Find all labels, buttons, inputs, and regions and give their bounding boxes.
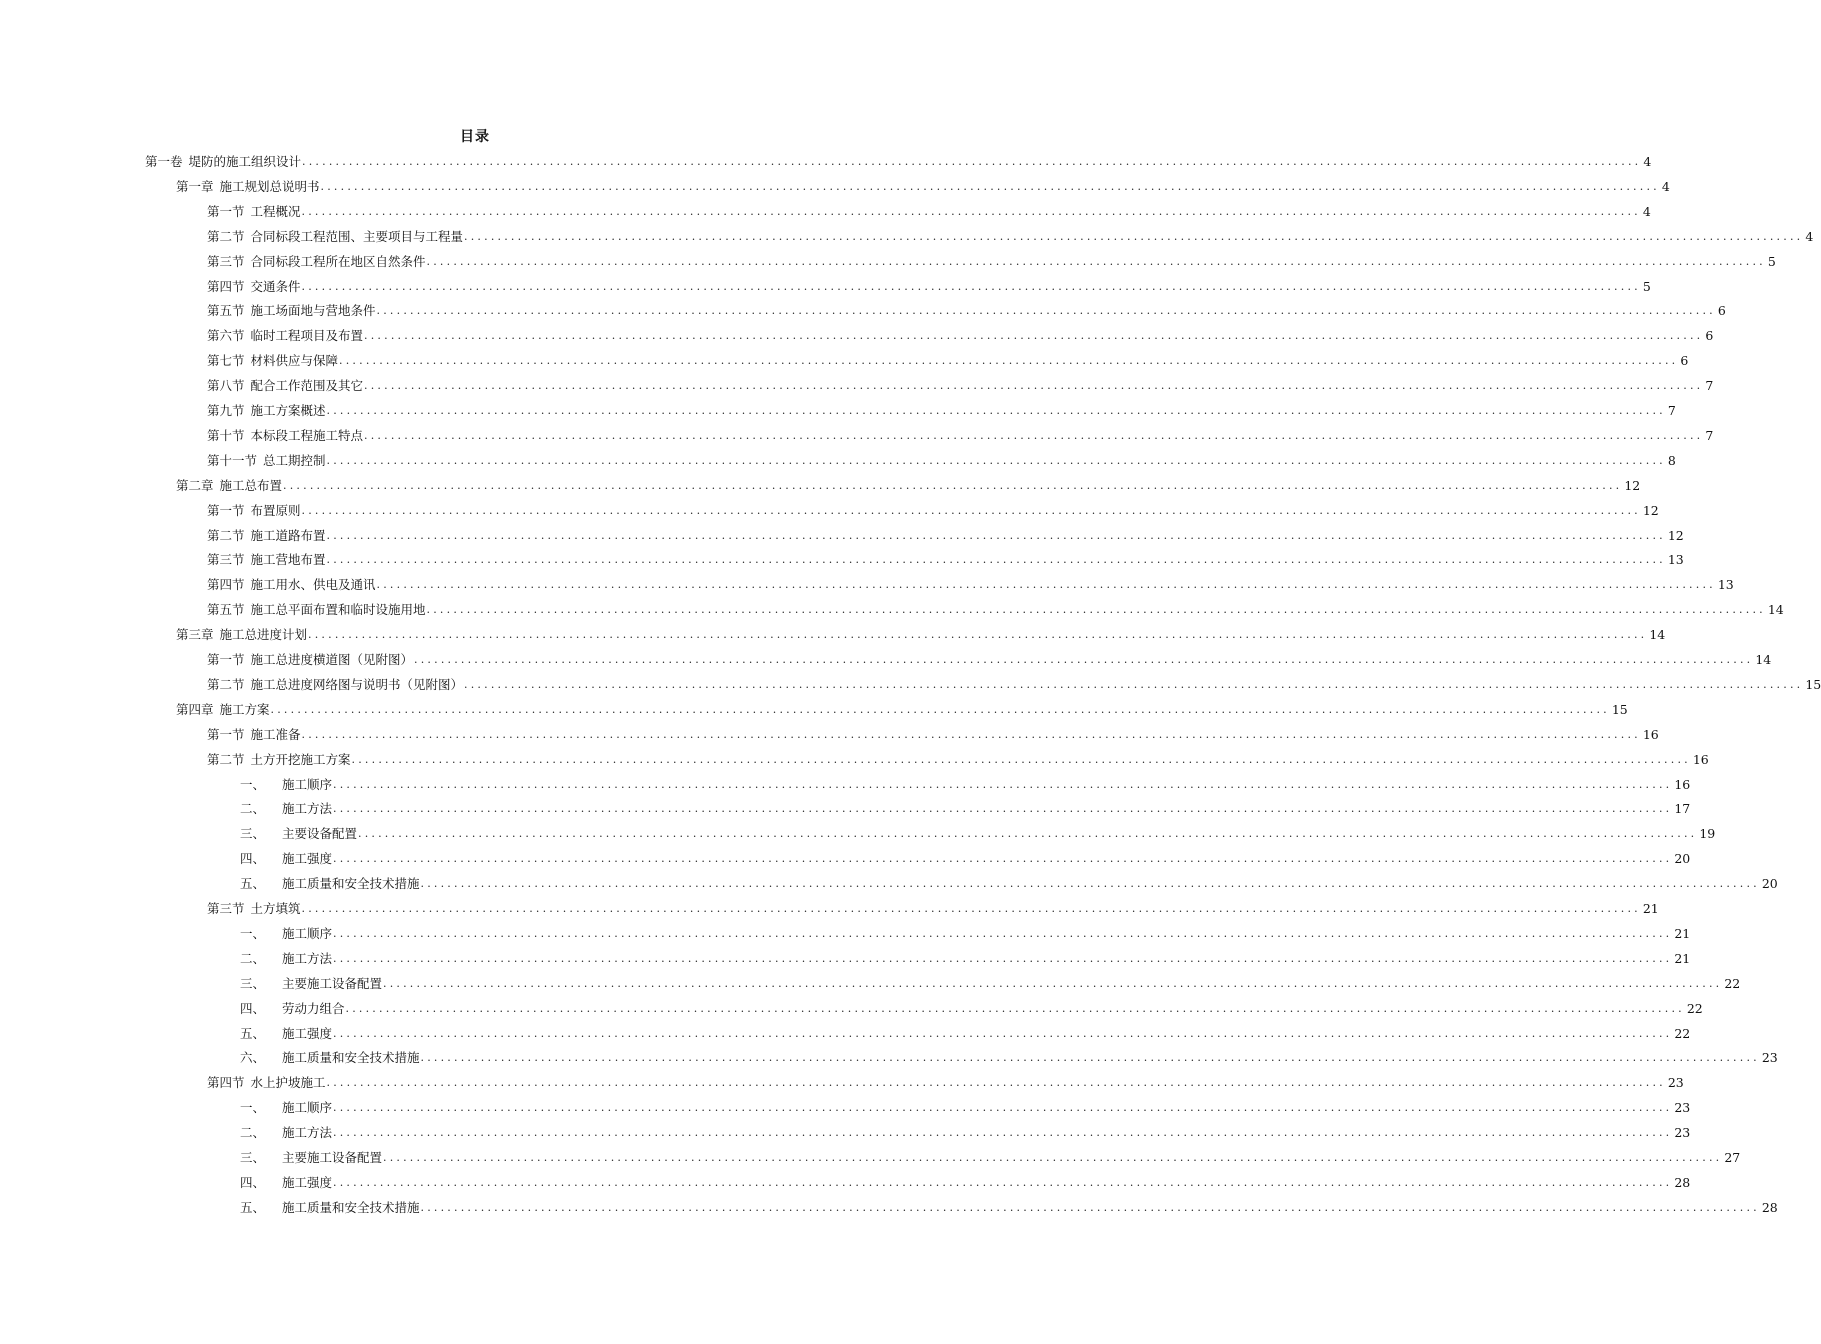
toc-entry-text: 施工总进度计划: [219, 627, 308, 643]
toc-entry-page: 28: [1761, 1199, 1778, 1215]
toc-dot-leader: ........................................................................................................................................................................................................: [464, 677, 1804, 691]
toc-entry-page: 23: [1674, 1125, 1691, 1141]
toc-dot-leader: ........................................................................................................................................................................................................: [333, 777, 1673, 791]
toc-entry-number: 第一节: [207, 203, 245, 219]
toc-entry-page: 6: [1717, 303, 1726, 319]
toc-entry-number: 第一节: [207, 726, 245, 742]
toc-entry[interactable]: [207, 575, 1734, 595]
toc-entry-page: 17: [1674, 801, 1691, 817]
toc-entry-title: [207, 401, 326, 421]
toc-entry-title: [240, 974, 382, 994]
toc-entry[interactable]: [207, 277, 1651, 297]
toc-entry-title: [207, 277, 301, 297]
toc-dot-leader: ........................................................................................................................................................................................................: [364, 379, 1704, 393]
toc-entry-title: [207, 750, 351, 770]
toc-entry[interactable]: [145, 152, 1652, 172]
toc-dot-leader: ........................................................................................................................................................................................................: [383, 1151, 1723, 1164]
toc-entry-text: 施工方法: [282, 801, 333, 817]
toc-entry-page: 6: [1705, 328, 1714, 344]
toc-entry-page: 12: [1624, 477, 1641, 493]
toc-entry-number: 第一章: [176, 178, 214, 194]
toc-entry-number: 第二节: [207, 527, 245, 543]
toc-entry[interactable]: [240, 949, 1691, 969]
toc-entry[interactable]: [207, 899, 1659, 919]
toc-entry-number: 一、: [240, 776, 266, 792]
toc-entry-title: [176, 700, 270, 720]
toc-dot-leader: ........................................................................................................................................................................................................: [270, 702, 1610, 716]
toc-dot-leader: ........................................................................................................................................................................................................: [376, 578, 1716, 592]
toc-entry[interactable]: [207, 426, 1714, 446]
toc-dot-leader: ........................................................................................................................................................................................................: [364, 428, 1704, 442]
toc-entry-page: 15: [1611, 701, 1628, 717]
toc-entry-number: 第三节: [207, 901, 245, 916]
toc-dot-leader: ........................................................................................................................................................................................................: [301, 279, 1641, 293]
toc-entry-number: 第六节: [207, 328, 245, 344]
toc-entry-text: 临时工程项目及布置: [250, 328, 364, 344]
toc-entry-text: 材料供应与保障: [250, 353, 339, 369]
toc-entry[interactable]: [240, 775, 1691, 795]
toc-entry-number: 三、: [240, 1150, 266, 1165]
toc-entry-number: 四、: [240, 851, 266, 867]
toc-entry[interactable]: [240, 1198, 1778, 1218]
toc-entry[interactable]: [207, 227, 1814, 247]
toc-entry[interactable]: [207, 401, 1676, 421]
toc-entry-number: 六、: [240, 1050, 266, 1066]
toc-entry-title: [207, 351, 338, 371]
toc-entry-title: [207, 725, 301, 745]
toc-dot-leader: ........................................................................................................................................................................................................: [420, 1051, 1760, 1065]
toc-entry-number: 五、: [240, 1199, 266, 1215]
toc-entry-title: [240, 1148, 382, 1168]
toc-dot-leader: ........................................................................................................................................................................................................: [414, 653, 1754, 666]
toc-dot-leader: ........................................................................................................................................................................................................: [301, 503, 1641, 517]
toc-entry[interactable]: [240, 1024, 1691, 1044]
toc-dot-leader: ........................................................................................................................................................................................................: [283, 478, 1623, 492]
toc-entry-text: 水上护坡施工: [250, 1075, 326, 1091]
toc-entry[interactable]: [207, 1073, 1684, 1093]
toc-entry[interactable]: [207, 202, 1651, 222]
toc-entry-text: 施工顺序: [282, 925, 333, 941]
toc-dot-leader: ........................................................................................................................................................................................................: [426, 603, 1766, 617]
toc-dot-leader: ........................................................................................................................................................................................................: [333, 1126, 1673, 1140]
toc-entry-number: 第四节: [207, 577, 245, 593]
toc-entry-number: 一、: [240, 1100, 266, 1116]
toc-dot-leader: ........................................................................................................................................................................................................: [308, 628, 1648, 642]
toc-dot-leader: ........................................................................................................................................................................................................: [326, 453, 1666, 467]
toc-entry-text: 本标段工程施工特点: [250, 427, 364, 443]
toc-entry-page: 21: [1642, 901, 1659, 916]
toc-entry-page: 28: [1674, 1174, 1691, 1190]
toc-entry-number: 三、: [240, 826, 266, 842]
toc-entry-text: 施工强度: [282, 1025, 333, 1041]
toc-entry-text: 劳动力组合: [282, 1000, 345, 1016]
toc-entry-page: 8: [1667, 452, 1676, 468]
toc-entry[interactable]: [240, 1048, 1778, 1068]
toc-entry-title: [145, 152, 301, 172]
toc-dot-leader: ........................................................................................................................................................................................................: [345, 1001, 1685, 1015]
toc-entry[interactable]: [207, 675, 1821, 695]
toc-entry-page: 23: [1761, 1050, 1778, 1066]
toc-dot-leader: ........................................................................................................................................................................................................: [333, 1026, 1673, 1040]
toc-entry-number: 三、: [240, 975, 266, 991]
toc-entry-page: 5: [1767, 253, 1776, 269]
toc-dot-leader: ........................................................................................................................................................................................................: [333, 1101, 1673, 1115]
toc-entry-text: 施工顺序: [282, 1100, 333, 1116]
toc-entry-number: 第一节: [207, 502, 245, 518]
toc-entry-title: [240, 874, 420, 894]
toc-entry[interactable]: [207, 301, 1726, 321]
toc-entry[interactable]: [207, 351, 1689, 371]
toc-entry-text: 合同标段工程范围、主要项目与工程量: [250, 228, 464, 244]
toc-entry[interactable]: [207, 650, 1772, 670]
toc-entry-text: 施工质量和安全技术措施: [282, 1199, 420, 1215]
toc-entry-page: 22: [1686, 1000, 1703, 1016]
toc-dot-leader: ........................................................................................................................................................................................................: [420, 877, 1760, 891]
toc-entry-page: 4: [1805, 228, 1814, 244]
toc-entry-page: 23: [1674, 1100, 1691, 1116]
toc-dot-leader: ........................................................................................................................................................................................................: [333, 852, 1673, 866]
toc-entry-text: 施工质量和安全技术措施: [282, 1050, 420, 1066]
toc-entry-number: 第一卷: [145, 154, 183, 169]
toc-entry-page: 15: [1805, 676, 1821, 692]
toc-entry-text: 施工总平面布置和临时设施用地: [250, 602, 426, 618]
toc-entry-text: 主要设备配置: [282, 826, 358, 842]
toc-entry-page: 23: [1667, 1075, 1684, 1091]
toc-entry-text: 施工强度: [282, 1174, 333, 1190]
toc-dot-leader: ........................................................................................................................................................................................................: [326, 553, 1666, 567]
toc-entry[interactable]: [240, 974, 1741, 994]
toc-entry-title: [207, 550, 326, 570]
toc-dot-leader: ........................................................................................................................................................................................................: [333, 926, 1673, 940]
toc-entry-number: 五、: [240, 1025, 266, 1041]
toc-entry-page: 12: [1667, 527, 1684, 543]
toc-dot-leader: ........................................................................................................................................................................................................: [326, 1076, 1666, 1090]
toc-entry-text: 施工方法: [282, 1125, 333, 1141]
toc-entry-text: 施工质量和安全技术措施: [282, 876, 420, 892]
toc-entry-page: 14: [1767, 602, 1784, 618]
toc-entry-title: [207, 301, 376, 321]
toc-entry-number: 第十节: [207, 427, 245, 443]
toc-entry-number: 四、: [240, 1174, 266, 1190]
toc-entry-text: 施工道路布置: [250, 527, 326, 543]
toc-entry-title: [207, 376, 363, 396]
toc-entry-title: [240, 949, 332, 969]
toc-entry-title: [207, 600, 426, 620]
toc-entry-page: 5: [1642, 278, 1651, 294]
toc-entry-page: 4: [1642, 203, 1651, 219]
toc-entry[interactable]: [207, 326, 1714, 346]
toc-dot-leader: ........................................................................................................................................................................................................: [383, 976, 1723, 990]
toc-entry-number: 第二节: [207, 676, 245, 692]
toc-entry-page: 4: [1643, 154, 1652, 169]
toc-entry-number: 第二节: [207, 228, 245, 244]
toc-entry-number: 二、: [240, 1125, 266, 1141]
toc-entry[interactable]: [240, 874, 1778, 894]
toc-dot-leader: ........................................................................................................................................................................................................: [301, 902, 1641, 915]
toc-entry-title: [207, 202, 301, 222]
toc-dot-leader: ........................................................................................................................................................................................................: [333, 951, 1673, 965]
toc-entry[interactable]: [207, 376, 1714, 396]
toc-entry-number: 第四节: [207, 1075, 245, 1091]
toc-entry-title: [240, 1098, 332, 1118]
toc-entry-number: 第五节: [207, 602, 245, 618]
toc-dot-leader: ........................................................................................................................................................................................................: [320, 179, 1660, 193]
toc-entry-number: 第二节: [207, 751, 245, 767]
toc-entry-page: 27: [1724, 1150, 1741, 1165]
toc-dot-leader: ........................................................................................................................................................................................................: [358, 827, 1698, 841]
toc-entry-page: 4: [1661, 178, 1670, 194]
toc-entry-title: [240, 849, 332, 869]
toc-entry[interactable]: [240, 924, 1691, 944]
toc-entry[interactable]: [207, 600, 1784, 620]
toc-dot-leader: ........................................................................................................................................................................................................: [464, 229, 1804, 243]
toc-entry-title: [207, 526, 326, 546]
toc-entry-page: 14: [1649, 627, 1666, 643]
toc-entry[interactable]: [240, 999, 1703, 1019]
toc-entry[interactable]: [176, 700, 1628, 720]
toc-entry-number: 一、: [240, 925, 266, 941]
toc-entry[interactable]: [240, 1148, 1741, 1168]
toc-entry-page: 14: [1755, 652, 1772, 667]
toc-entry-text: 布置原则: [250, 502, 301, 518]
toc-entry-text: 土方填筑: [250, 901, 301, 916]
toc-entry-number: 第三节: [207, 253, 245, 269]
toc-entry-title: [176, 476, 282, 496]
toc-entry-title: [207, 426, 363, 446]
toc-entry-text: 施工用水、供电及通讯: [250, 577, 376, 593]
toc-entry-title: [240, 775, 332, 795]
toc-dot-leader: ........................................................................................................................................................................................................: [326, 528, 1666, 542]
toc-entry-number: 五、: [240, 876, 266, 892]
toc-entry-title: [207, 326, 363, 346]
toc-entry-title: [207, 575, 376, 595]
toc-entry[interactable]: [240, 1098, 1691, 1118]
toc-entry-page: 7: [1667, 403, 1676, 418]
toc-dot-leader: ........................................................................................................................................................................................................: [426, 254, 1766, 268]
toc-entry-page: 16: [1692, 751, 1709, 767]
toc-entry-page: 21: [1674, 950, 1691, 966]
toc-entry-title: [207, 501, 301, 521]
toc-entry-text: 施工顺序: [282, 776, 333, 792]
toc-entry-number: 第二章: [176, 477, 214, 493]
toc-entry-number: 第四节: [207, 278, 245, 294]
toc-entry-text: 施工总进度横道图（见附图）: [250, 652, 414, 667]
toc-dot-leader: ........................................................................................................................................................................................................: [333, 802, 1673, 816]
toc-entry-title: [240, 1123, 332, 1143]
toc-entry-page: 13: [1667, 552, 1684, 568]
toc-dot-leader: ........................................................................................................................................................................................................: [351, 752, 1691, 766]
toc-entry-title: [207, 227, 463, 247]
toc-entry[interactable]: [176, 177, 1670, 197]
toc-entry-number: 二、: [240, 950, 266, 966]
toc-entry-page: 7: [1705, 378, 1714, 394]
toc-entry-title: [176, 177, 320, 197]
toc-dot-leader: ........................................................................................................................................................................................................: [302, 155, 1642, 168]
toc-entry[interactable]: [240, 1173, 1691, 1193]
toc-entry-text: 合同标段工程所在地区自然条件: [250, 253, 426, 269]
toc-entry[interactable]: [207, 550, 1684, 570]
toc-entry-text: 施工场面地与营地条件: [250, 303, 376, 319]
toc-entry-text: 总工期控制: [263, 452, 326, 468]
toc-entry[interactable]: [176, 476, 1641, 496]
toc-entry-number: 第五节: [207, 303, 245, 319]
toc-entry[interactable]: [240, 799, 1691, 819]
toc-entry-number: 第三节: [207, 552, 245, 568]
toc-entry-page: 19: [1699, 826, 1716, 842]
toc-entry[interactable]: [207, 252, 1776, 272]
toc-entry-page: 21: [1674, 925, 1691, 941]
toc-entry-page: 16: [1642, 726, 1659, 742]
toc-dot-leader: ........................................................................................................................................................................................................: [301, 727, 1641, 741]
toc-entry-title: [207, 675, 463, 695]
toc-entry-title: [240, 999, 345, 1019]
toc-entry-number: 第七节: [207, 353, 245, 369]
toc-entry-number: 四、: [240, 1000, 266, 1016]
toc-entry-text: 交通条件: [250, 278, 301, 294]
toc-entry-title: [176, 625, 307, 645]
toc-entry-title: [240, 799, 332, 819]
toc-entry-title: [240, 1173, 332, 1193]
toc-dot-leader: ........................................................................................................................................................................................................: [364, 329, 1704, 343]
toc-entry-text: 主要施工设备配置: [282, 975, 383, 991]
toc-entry-text: 施工方法: [282, 950, 333, 966]
toc-entry[interactable]: [240, 1123, 1691, 1143]
toc-entry-text: 施工准备: [250, 726, 301, 742]
toc-entry-page: 12: [1642, 502, 1659, 518]
toc-entry[interactable]: [207, 501, 1659, 521]
toc-entry[interactable]: [207, 750, 1709, 770]
toc-entry-text: 主要施工设备配置: [282, 1150, 383, 1165]
toc-entry-page: 20: [1674, 851, 1691, 867]
toc-entry[interactable]: [207, 725, 1659, 745]
toc-entry-number: 第八节: [207, 378, 245, 394]
toc-entry[interactable]: [207, 526, 1684, 546]
toc-entry[interactable]: [207, 451, 1676, 471]
toc-entry-number: 第四章: [176, 701, 214, 717]
toc-entry-title: [240, 1024, 332, 1044]
toc-entry-number: 第九节: [207, 403, 245, 418]
toc-entry-page: 13: [1717, 577, 1734, 593]
toc-entry-title: [207, 451, 326, 471]
toc-entry-title: [207, 252, 426, 272]
toc-entry-number: 第三章: [176, 627, 214, 643]
toc-entry-text: 施工营地布置: [250, 552, 326, 568]
toc-entry-text: 施工方案概述: [250, 403, 326, 418]
toc-entry-text: 施工规划总说明书: [219, 178, 320, 194]
toc-entry-page: 16: [1674, 776, 1691, 792]
toc-entry-text: 堤防的施工组织设计: [188, 154, 302, 169]
toc-entry-number: 第十一节: [207, 452, 258, 468]
toc-entry[interactable]: [240, 824, 1716, 844]
toc-dot-leader: ........................................................................................................................................................................................................: [333, 1175, 1673, 1189]
toc-dot-leader: ........................................................................................................................................................................................................: [326, 404, 1666, 417]
toc-entry-title: [240, 1048, 420, 1068]
page-title: 目录: [460, 129, 490, 145]
toc-entry-title: [240, 1198, 420, 1218]
toc-entry-title: [207, 650, 413, 670]
toc-dot-leader: ........................................................................................................................................................................................................: [339, 354, 1679, 368]
toc-entry-page: 20: [1761, 876, 1778, 892]
toc-entry-text: 施工强度: [282, 851, 333, 867]
toc-entry-text: 土方开挖施工方案: [250, 751, 351, 767]
toc-entry-page: 22: [1724, 975, 1741, 991]
toc-entry-page: 7: [1705, 427, 1714, 443]
toc-dot-leader: ........................................................................................................................................................................................................: [420, 1200, 1760, 1214]
toc-entry-page: 6: [1680, 353, 1689, 369]
toc-entry-number: 第一节: [207, 652, 245, 667]
toc-entry-number: 二、: [240, 801, 266, 817]
toc-entry-text: 施工总布置: [219, 477, 283, 493]
toc-entry-page: 22: [1674, 1025, 1691, 1041]
toc-entry-title: [240, 824, 357, 844]
toc-entry-title: [207, 899, 301, 919]
toc-entry[interactable]: [176, 625, 1666, 645]
toc-entry-title: [240, 924, 332, 944]
toc-dot-leader: ........................................................................................................................................................................................................: [301, 204, 1641, 218]
toc-entry[interactable]: [240, 849, 1691, 869]
toc-entry-text: 施工总进度网络图与说明书（见附图）: [250, 676, 464, 692]
toc-entry-title: [207, 1073, 326, 1093]
toc-entry-text: 施工方案: [219, 701, 270, 717]
toc-entry-text: 配合工作范围及其它: [250, 378, 364, 394]
toc-dot-leader: ........................................................................................................................................................................................................: [376, 304, 1716, 318]
toc-entry-text: 工程概况: [250, 203, 301, 219]
